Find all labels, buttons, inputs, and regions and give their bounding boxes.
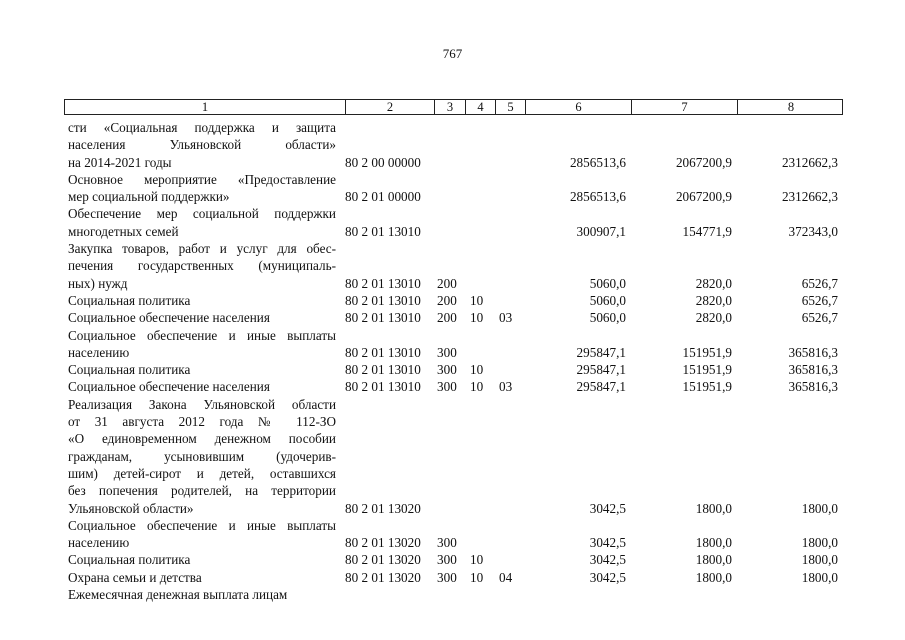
amount-col-8: 6526,7 (801, 292, 838, 308)
row-line (0, 171, 905, 188)
target-article-code: 80 2 01 13010 (345, 223, 421, 239)
table-body (0, 119, 905, 603)
amount-col-7: 2820,0 (695, 292, 732, 308)
header-col-1: 1 (201, 100, 209, 114)
amount-col-8: 1800,0 (801, 535, 838, 551)
expense-type: 200 (437, 275, 457, 291)
amount-col-6: 5060,0 (589, 292, 626, 308)
item-name-line: на 2014-2021 годы (68, 154, 172, 170)
amount-col-7: 151951,9 (682, 362, 732, 378)
amount-col-7: 1800,0 (695, 500, 732, 516)
item-name-line: печения государственных (муниципаль- (68, 258, 336, 274)
amount-col-6: 2856513,6 (569, 189, 626, 205)
amount-col-7: 2820,0 (695, 275, 732, 291)
row-line (0, 257, 905, 274)
item-name-line: шим) детей-сирот и детей, оставшихся (68, 465, 336, 481)
row-line (0, 413, 905, 430)
item-name-line: Социальная политика (68, 552, 191, 568)
item-name-line: Социальное обеспечение и иные выплаты (68, 327, 336, 343)
amount-col-6: 295847,1 (576, 344, 626, 360)
amount-col-8: 2312662,3 (781, 154, 838, 170)
expense-type: 300 (437, 379, 457, 395)
item-name-line: Основное мероприятие «Предоставление (68, 171, 336, 187)
row-line (0, 430, 905, 447)
item-name-line: Ежемесячная денежная выплата лицам (68, 587, 288, 603)
header-col-7: 7 (631, 100, 737, 114)
header-col-8: 8 (737, 100, 844, 114)
header-col-3: 3 (434, 100, 465, 114)
section-code: 10 (470, 552, 484, 568)
expense-type: 300 (437, 569, 457, 585)
item-name-line: сти «Социальная поддержка и защита (68, 120, 336, 135)
item-name-line: мер социальной поддержки» (68, 189, 230, 205)
header-col-5: 5 (495, 100, 525, 114)
row-line (0, 136, 905, 153)
table-row (0, 327, 905, 362)
amount-col-8: 2312662,3 (781, 189, 838, 205)
amount-col-7: 1800,0 (695, 552, 732, 568)
target-article-code: 80 2 01 00000 (345, 189, 421, 205)
expense-type: 300 (437, 362, 457, 378)
row-line (0, 465, 905, 482)
item-name-line: Социальная политика (68, 362, 191, 378)
item-name-line: Обеспечение мер социальной поддержки (68, 206, 336, 222)
amount-col-6: 5060,0 (589, 275, 626, 291)
table-row (0, 240, 905, 292)
page-number: 767 (442, 46, 463, 61)
table-row (0, 396, 905, 517)
amount-col-7: 2067200,9 (675, 189, 732, 205)
target-article-code: 80 2 01 13010 (345, 362, 421, 378)
section-code: 10 (470, 310, 484, 326)
item-name-line: Социальное обеспечение и иные выплаты (68, 517, 336, 533)
item-name-line: гражданам, усыновившим (удочерив- (68, 448, 336, 464)
section-code: 10 (470, 362, 484, 378)
amount-col-6: 5060,0 (589, 310, 626, 326)
target-article-code: 80 2 01 13020 (345, 569, 421, 585)
amount-col-6: 295847,1 (576, 379, 626, 395)
target-article-code: 80 2 01 13010 (345, 310, 421, 326)
amount-col-6: 3042,5 (589, 500, 626, 516)
amount-col-7: 1800,0 (695, 535, 732, 551)
expense-type: 300 (437, 535, 457, 551)
item-name-line: Социальное обеспечение населения (68, 379, 270, 395)
amount-col-7: 154771,9 (682, 223, 732, 239)
item-name-line: населению (68, 535, 130, 551)
target-article-code: 80 2 00 00000 (345, 154, 421, 170)
amount-col-8: 6526,7 (801, 310, 838, 326)
amount-col-8: 372343,0 (788, 223, 838, 239)
amount-col-6: 2856513,6 (569, 154, 626, 170)
section-code: 10 (470, 379, 484, 395)
table-row (0, 205, 905, 240)
row-line (0, 205, 905, 222)
row-line (0, 534, 905, 551)
header-col-6: 6 (525, 100, 631, 114)
item-name-line: без попечения родителей, на территории (68, 483, 336, 499)
row-line (0, 500, 905, 517)
item-name-line: от 31 августа 2012 года № 112-ЗО (68, 414, 336, 430)
row-line (0, 188, 905, 205)
item-name-line: населения Ульяновской области» (68, 137, 336, 153)
row-line (0, 344, 905, 361)
amount-col-8: 365816,3 (788, 362, 838, 378)
row-line (0, 240, 905, 257)
amount-col-6: 3042,5 (589, 535, 626, 551)
item-name-line: Ульяновской области» (68, 500, 194, 516)
target-article-code: 80 2 01 13010 (345, 379, 421, 395)
row-line (0, 275, 905, 292)
header-col-2: 2 (345, 100, 434, 114)
item-name-line: многодетных семей (68, 223, 179, 239)
amount-col-7: 1800,0 (695, 569, 732, 585)
row-line (0, 361, 905, 378)
row-line (0, 378, 905, 395)
amount-col-8: 6526,7 (801, 275, 838, 291)
subsection-code: 04 (499, 569, 513, 585)
amount-col-6: 295847,1 (576, 362, 626, 378)
table-row (0, 171, 905, 206)
amount-col-6: 3042,5 (589, 569, 626, 585)
expense-type: 300 (437, 344, 457, 360)
table-row (0, 119, 905, 171)
row-line (0, 309, 905, 326)
item-name-line: «О единовременном денежном пособии (68, 431, 336, 447)
section-code: 10 (470, 292, 484, 308)
target-article-code: 80 2 01 13010 (345, 292, 421, 308)
amount-col-8: 1800,0 (801, 552, 838, 568)
item-name-line: Социальная политика (68, 292, 191, 308)
target-article-code: 80 2 01 13020 (345, 500, 421, 516)
row-line (0, 292, 905, 309)
header-col-4: 4 (465, 100, 495, 114)
table-row (0, 378, 905, 395)
table-row (0, 551, 905, 568)
item-name-line: ных) нужд (68, 275, 128, 291)
amount-col-8: 365816,3 (788, 344, 838, 360)
amount-col-8: 365816,3 (788, 379, 838, 395)
expense-type: 300 (437, 552, 457, 568)
table-header (64, 99, 843, 115)
row-line (0, 119, 905, 136)
amount-col-7: 151951,9 (682, 344, 732, 360)
amount-col-6: 300907,1 (576, 223, 626, 239)
row-line (0, 448, 905, 465)
amount-col-8: 1800,0 (801, 569, 838, 585)
row-line (0, 569, 905, 586)
item-name-line: Охрана семьи и детства (68, 569, 202, 585)
row-line (0, 586, 905, 603)
amount-col-7: 2820,0 (695, 310, 732, 326)
item-name-line: населению (68, 344, 130, 360)
row-line (0, 154, 905, 171)
item-name-line: Социальное обеспечение населения (68, 310, 270, 326)
section-code: 10 (470, 569, 484, 585)
expense-type: 200 (437, 310, 457, 326)
target-article-code: 80 2 01 13010 (345, 275, 421, 291)
subsection-code: 03 (499, 310, 513, 326)
table-row (0, 517, 905, 552)
amount-col-7: 2067200,9 (675, 154, 732, 170)
item-name-line: Реализация Закона Ульяновской области (68, 396, 336, 412)
expense-type: 200 (437, 292, 457, 308)
table-row (0, 586, 905, 603)
table-row (0, 292, 905, 309)
table-row (0, 309, 905, 326)
row-line (0, 223, 905, 240)
row-line (0, 517, 905, 534)
target-article-code: 80 2 01 13020 (345, 535, 421, 551)
amount-col-6: 3042,5 (589, 552, 626, 568)
row-line (0, 551, 905, 568)
table-row (0, 361, 905, 378)
target-article-code: 80 2 01 13010 (345, 344, 421, 360)
subsection-code: 03 (499, 379, 513, 395)
row-line (0, 482, 905, 499)
target-article-code: 80 2 01 13020 (345, 552, 421, 568)
row-line (0, 396, 905, 413)
table-row (0, 569, 905, 586)
item-name-line: Закупка товаров, работ и услуг для обес- (68, 241, 336, 257)
amount-col-7: 151951,9 (682, 379, 732, 395)
row-line (0, 327, 905, 344)
amount-col-8: 1800,0 (801, 500, 838, 516)
